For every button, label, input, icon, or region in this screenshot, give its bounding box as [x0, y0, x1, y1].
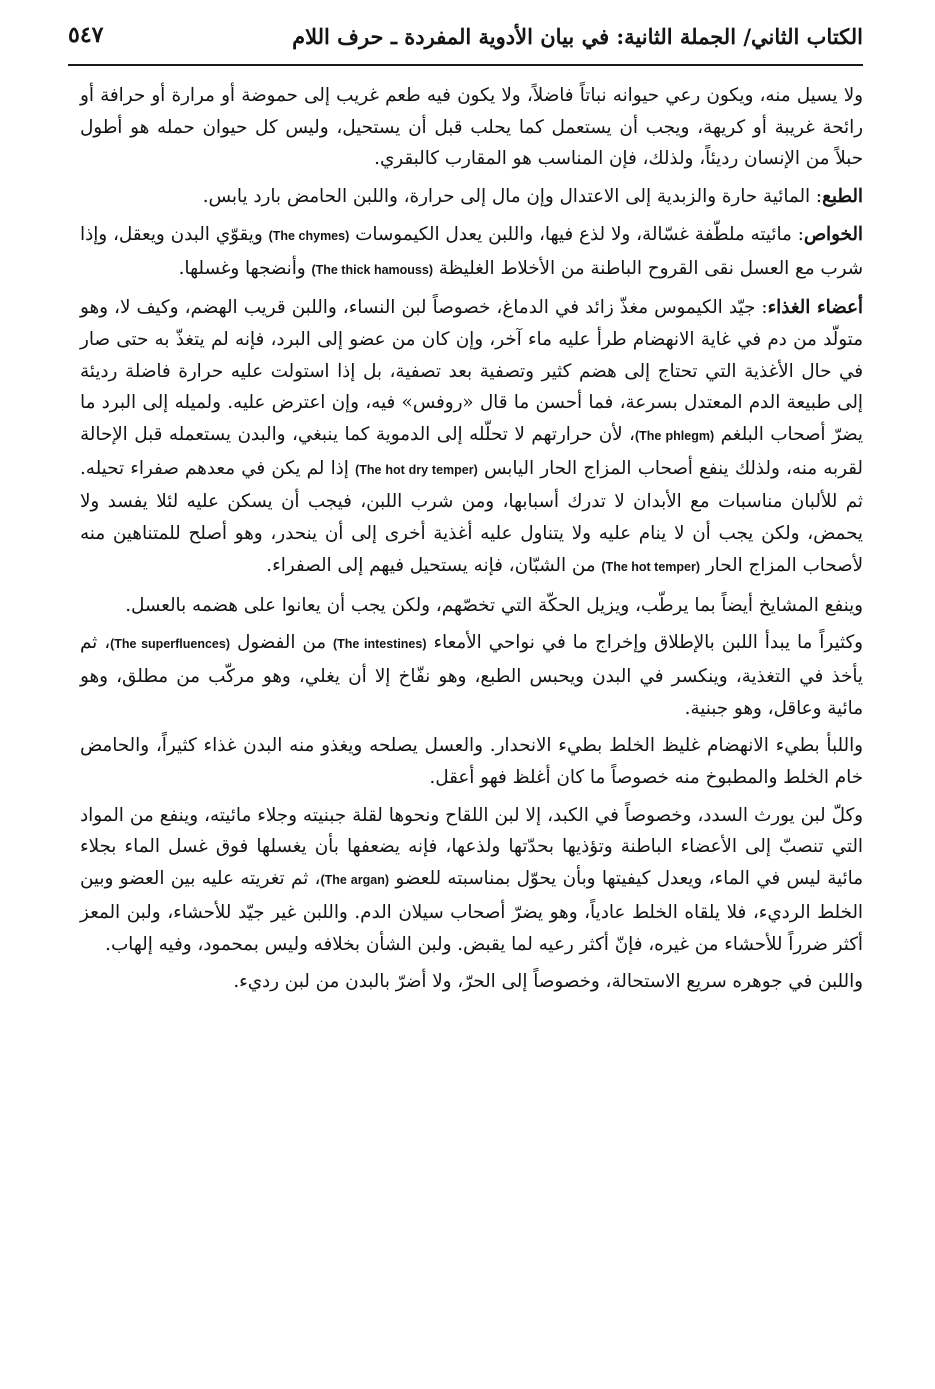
paragraph-elderly: [80, 590, 863, 622]
paragraph-milk-quality: [80, 80, 863, 175]
page-header: [68, 20, 863, 66]
text-run: وينفع المشايخ أيضاً بما يرطّب، ويزيل الحكّة التي تخصّهم، ولكن يجب أن يعانوا على هضمه بالعسل.: [125, 594, 863, 616]
text-run: من الشبّان، فإنه يستحيل فيهم إلى الصفراء.: [266, 554, 596, 576]
text-run: ، ثم تغريته عليه بين العضو وبين الخلط الرديء، فلا يلقاه الخلط عادياً، وهو يضرّ أصحاب سيلان الدم. واللبن غير جيّد للأحشاء، ولبن المعز أكثر ضرراً للأحشاء من غيره، فإنّ أكثر رعيه لما يقبض. ولبن الشأن بخلافه وليس بمحمود، وفيه إلهاب.: [80, 868, 863, 955]
english-gloss: (The intestines): [333, 637, 427, 652]
text-run: وكلّ لبن يورث السدد، وخصوصاً في الكبد، إلا لبن اللقاح ونحوها لقلة جبنيته وجلاء مائيته، وينفع من المواد التي تنصبّ إلى الأعضاء الباطنة وتؤذيها بحدّتها ولذعها، فإنه يضعفها بأن يغسلها فوق غسل الماء بجلاء مائية ليس في الماء، ويعدل كيفيتها وبأن يحوّل بمناسبته للعضو: [80, 804, 863, 890]
text-run: : المائية حارة والزبدية إلى الاعتدال وإن مال إلى حرارة، واللبن الحامض بارد يابس.: [202, 186, 823, 208]
text-run: ، لأن حرارتهم لا تحلّله إلى الدموية كما ينبغي، والبدن يستعمله قبل الإحالة لقربه منه، ولذلك ينفع أصحاب المزاج الحار اليابس: [80, 424, 863, 479]
english-gloss: (The chymes): [268, 228, 350, 243]
text-run: : مائيته ملطّفة غسّالة، ولا لذع فيها، واللبن يعدل الكيموسات: [355, 223, 804, 245]
paragraph-properties: [80, 219, 863, 286]
body-text: [80, 80, 863, 1004]
section-term-properties: الخواص: [803, 223, 863, 245]
text-run: ولا يسيل منه، ويكون رعي حيوانه نباتاً فاضلاً، ولا يكون فيه طعم غريب إلى حموضة أو مرارة أو حرافة أو رائحة غريبة أو كريهة، ويجب أن يستعمل كما يحلب قبل أن يستحيل، وليس كل حيوان حمله هو أطول حبلاً من الإنسان رديئاً، ولذلك، فإن المناسب هو المقارب كالبقري.: [80, 85, 863, 170]
text-run: واللبن في جوهره سريع الاستحالة، وخصوصاً إلى الحرّ، ولا أضرّ بالبدن من لبن رديء.: [233, 971, 863, 993]
english-gloss: (The hot dry temper): [355, 462, 478, 477]
text-run: ، ثم يأخذ في التغذية، وينكسر في البدن ويحبس الطبع، وهو نفّاخ إلا أن يغلي، وهو مركّب من مطلق، وهو مائية وعاقل، وهو جبنية.: [80, 632, 863, 719]
english-gloss: (The superfluences): [110, 637, 230, 652]
running-head: الكتاب الثاني/ الجملة الثانية: في بيان الأدوية المفردة ـ حرف اللام: [292, 24, 863, 49]
paragraph-transformation: [80, 966, 863, 998]
paragraph-nature: [80, 181, 863, 213]
english-gloss: (The phlegm): [634, 429, 715, 444]
paragraph-laxative: [80, 627, 863, 724]
text-run: : جيّد الكيموس مغذّ زائد في الدماغ، خصوصاً لبن النساء، واللبن قريب الهضم، وكيف لا، وهو متولّد من دم في غاية الانهضام طرأ عليه ماء آخر، وإن كان من عضو إلى البرد، فإنه لم يتغذّ به حتى صار في حال الأغذية التي تحتاج إلى هضم كثير وتصفية بعد تصفية، بل إذا استولت عليه حرارة فاضلة رديئة إلى طبيعة الدم المعتدل بسرعة، فما أحسن ما قال «روفس» فيه، وإن اعترض عليه. ولميله إلى البرد ما يضرّ أصحاب البلغم: [80, 297, 863, 446]
text-run: إذا لم يكن في معدهم صفراء تحيله. ثم للألبان مناسبات مع الأبدان لا تدرك أسبابها، ومن شرب اللبن، فيجب أن يسكن عليه لئلا يفسد ولا يحمض، ولكن يجب أن لا ينام عليه ولا يتناول عليه أغذية أخرى إلى أن ينحدر، وهو أصلح للمتناهين منه لأصحاب المزاج الحار: [80, 457, 863, 576]
paragraph-obstructions: [80, 800, 863, 961]
text-run: من الفضول: [236, 632, 327, 654]
english-gloss: (The hot temper): [601, 559, 700, 574]
section-term-nutrition: أعضاء الغذاء: [767, 297, 863, 319]
paragraph-nutrition-organs: [80, 292, 863, 583]
text-run: وكثيراً ما يبدأ اللبن بالإطلاق وإخراج ما في نواحي الأمعاء: [433, 632, 864, 654]
text-run: ويقوّي البدن ويعقل، وإذا شرب مع العسل نقى القروح الباطنة من الأخلاط الغليظة: [80, 223, 863, 279]
paragraph-colostrum: [80, 730, 863, 793]
section-term-nature: الطبع: [822, 186, 863, 208]
english-gloss: (The argan): [320, 873, 390, 888]
text-run: وأنضجها وغسلها.: [178, 257, 306, 279]
english-gloss: (The thick hamouss): [311, 262, 433, 277]
page-number: ٥٤٧: [68, 22, 104, 48]
text-run: واللبأ بطيء الانهضام غليظ الخلط بطيء الانحدار. والعسل يصلحه ويغذو منه البدن غذاء كثيراً، والحامض خام الخلط والمطبوخ منه خصوصاً ما كان أغلظ فهو أعقل.: [80, 735, 863, 789]
